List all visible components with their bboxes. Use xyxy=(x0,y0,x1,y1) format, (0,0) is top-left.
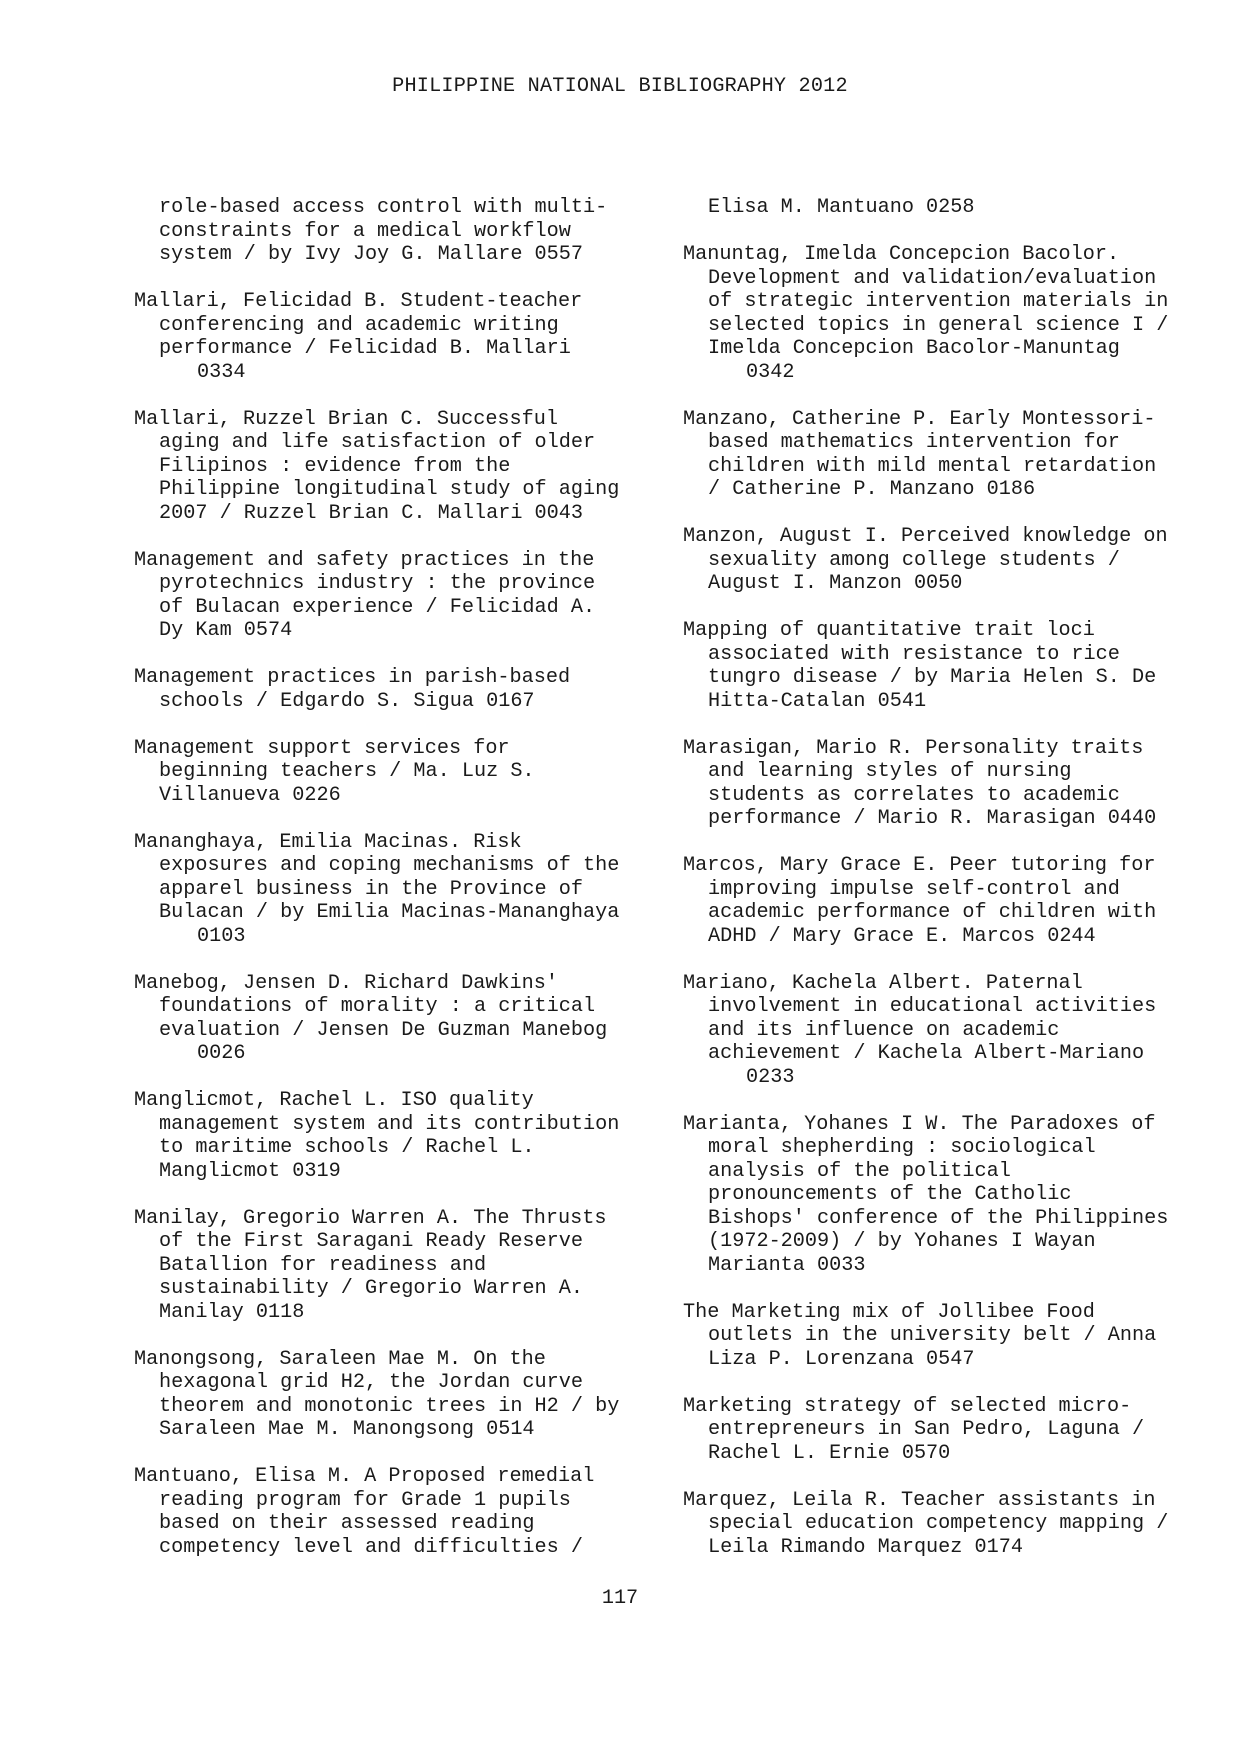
bibliography-entry xyxy=(683,854,1203,948)
entry-line: Development and validation/evaluation xyxy=(708,266,1157,290)
entry-line: foundations of morality : a critical xyxy=(159,995,596,1018)
entry-line: Rachel L. Ernie 0570 xyxy=(708,1441,951,1465)
bibliography-entry xyxy=(134,290,654,384)
bibliography-entry xyxy=(134,549,654,643)
entry-line: analysis of the political xyxy=(708,1159,1011,1183)
entry-line: Hitta-Catalan 0541 xyxy=(708,689,927,713)
entry-line: Liza P. Lorenzana 0547 xyxy=(708,1347,975,1371)
entry-line: Filipinos : evidence from the xyxy=(159,454,511,478)
entry-line: The Marketing mix of Jollibee Food xyxy=(683,1300,1095,1324)
bibliography-entry xyxy=(683,408,1203,502)
entry-line: role-based access control with multi- xyxy=(159,196,608,219)
entry-line: improving impulse self-control and xyxy=(708,877,1120,901)
bibliography-entry-continued xyxy=(683,196,1203,220)
entry-line: Manglicmot, Rachel L. ISO quality xyxy=(134,1089,534,1112)
bibliography-entry xyxy=(683,1489,1203,1560)
entry-line: and learning styles of nursing xyxy=(708,760,1072,783)
entry-line: beginning teachers / Ma. Luz S. xyxy=(159,760,535,783)
entry-line: Marquez, Leila R. Teacher assistants in xyxy=(683,1488,1156,1512)
bibliography-entry xyxy=(683,972,1203,1090)
entry-line: 0026 xyxy=(197,1042,246,1065)
bibliography-entry xyxy=(134,1348,654,1442)
entry-line: of Bulacan experience / Felicidad A. xyxy=(159,595,596,619)
entry-line: of the First Saragani Ready Reserve xyxy=(159,1230,584,1253)
entry-line: Marcos, Mary Grace E. Peer tutoring for xyxy=(683,854,1156,877)
entry-line: pyrotechnics industry : the province xyxy=(159,572,596,595)
entry-line: Mananghaya, Emilia Macinas. Risk xyxy=(134,830,522,854)
bibliography-entry xyxy=(683,525,1203,596)
entry-line: academic performance of children with xyxy=(708,901,1157,924)
entry-line: Dy Kam 0574 xyxy=(159,619,293,642)
entry-line: system / by Ivy Joy G. Mallare 0557 xyxy=(159,243,584,266)
entry-line: 0233 xyxy=(746,1065,795,1089)
bibliography-entry xyxy=(683,619,1203,713)
entry-line: evaluation / Jensen De Guzman Manebog xyxy=(159,1018,608,1042)
right-column xyxy=(683,196,1203,1583)
page-number: 117 xyxy=(601,1587,639,1610)
entry-line: Manilay 0118 xyxy=(159,1300,305,1324)
entry-line: Management support services for xyxy=(134,736,510,760)
entry-line: competency level and difficulties / xyxy=(159,1535,584,1559)
entry-line: Saraleen Mae M. Manongsong 0514 xyxy=(159,1418,535,1441)
bibliography-entry xyxy=(683,1113,1203,1278)
entry-line: tungro disease / by Maria Helen S. De xyxy=(708,666,1157,689)
entry-line: to maritime schools / Rachel L. xyxy=(159,1136,535,1159)
entry-line: 0334 xyxy=(197,360,246,384)
entry-line: Manglicmot 0319 xyxy=(159,1159,341,1183)
entry-line: entrepreneurs in San Pedro, Laguna / xyxy=(708,1418,1145,1441)
bibliography-entry xyxy=(683,737,1203,831)
left-column xyxy=(134,196,654,1583)
entry-line: August I. Manzon 0050 xyxy=(708,572,963,595)
entry-line: special education competency mapping / xyxy=(708,1512,1169,1535)
bibliography-entry xyxy=(683,1395,1203,1466)
entry-line: Mallari, Felicidad B. Student-teacher xyxy=(134,290,583,313)
entry-line: hexagonal grid H2, the Jordan curve xyxy=(159,1371,584,1394)
entry-line: reading program for Grade 1 pupils xyxy=(159,1488,571,1512)
entry-line: management system and its contribution xyxy=(159,1112,620,1136)
entry-line: Marketing strategy of selected micro- xyxy=(683,1394,1132,1418)
entry-line: children with mild mental retardation xyxy=(708,454,1157,478)
entry-line: Marianta, Yohanes I W. The Paradoxes of xyxy=(683,1112,1156,1136)
bibliography-entry xyxy=(134,1089,654,1183)
bibliography-entry xyxy=(134,1207,654,1325)
entry-line: Mantuano, Elisa M. A Proposed remedial xyxy=(134,1465,595,1488)
entry-line: based on their assessed reading xyxy=(159,1512,535,1535)
entry-line: Villanueva 0226 xyxy=(159,783,341,807)
entry-line: Manongsong, Saraleen Mae M. On the xyxy=(134,1347,546,1371)
entry-line: ADHD / Mary Grace E. Marcos 0244 xyxy=(708,924,1096,948)
entry-line: performance / Felicidad B. Mallari xyxy=(159,337,571,360)
entry-line: performance / Mario R. Marasigan 0440 xyxy=(708,807,1157,830)
entry-line: selected topics in general science I / xyxy=(708,313,1169,337)
entry-line: Bulacan / by Emilia Macinas-Mananghaya xyxy=(159,901,620,924)
entry-line: Manzon, August I. Perceived knowledge on xyxy=(683,525,1168,548)
entry-line: moral shepherding : sociological xyxy=(708,1136,1096,1159)
bibliography-entry xyxy=(683,243,1203,384)
entry-line: Management and safety practices in the xyxy=(134,548,595,572)
entry-line: Manebog, Jensen D. Richard Dawkins' xyxy=(134,971,559,995)
entry-line: theorem and monotonic trees in H2 / by xyxy=(159,1394,620,1418)
entry-line: Leila Rimando Marquez 0174 xyxy=(708,1535,1023,1559)
entry-line: sexuality among college students / xyxy=(708,548,1120,572)
entry-line: Marianta 0033 xyxy=(708,1253,866,1277)
entry-line: Management practices in parish-based xyxy=(134,666,571,689)
entry-line: 0103 xyxy=(197,924,246,948)
running-header: PHILIPPINE NATIONAL BIBLIOGRAPHY 2012 xyxy=(392,75,848,98)
entry-line: students as correlates to academic xyxy=(708,783,1120,807)
entry-line: schools / Edgardo S. Sigua 0167 xyxy=(159,689,535,713)
entry-line: associated with resistance to rice xyxy=(708,642,1120,666)
entry-line: and its influence on academic xyxy=(708,1018,1060,1042)
entry-line: exposures and coping mechanisms of the xyxy=(159,854,620,877)
entry-line: aging and life satisfaction of older xyxy=(159,431,596,454)
entry-line: Marasigan, Mario R. Personality traits xyxy=(683,736,1144,760)
entry-line: Mapping of quantitative trait loci xyxy=(683,619,1095,642)
bibliography-entry-continued xyxy=(134,196,654,267)
entry-line: Bishops' conference of the Philippines xyxy=(708,1206,1169,1230)
entry-line: 2007 / Ruzzel Brian C. Mallari 0043 xyxy=(159,501,584,525)
entry-line: Mallari, Ruzzel Brian C. Successful xyxy=(134,407,559,431)
entry-line: Batallion for readiness and xyxy=(159,1253,487,1277)
bibliography-entry xyxy=(134,666,654,713)
entry-line: Imelda Concepcion Bacolor-Manuntag xyxy=(708,337,1120,360)
entry-line: Manilay, Gregorio Warren A. The Thrusts xyxy=(134,1206,607,1230)
bibliography-entry xyxy=(134,831,654,949)
entry-line: / Catherine P. Manzano 0186 xyxy=(708,478,1036,501)
entry-line: achievement / Kachela Albert-Mariano xyxy=(708,1042,1145,1065)
bibliography-entry xyxy=(134,408,654,526)
entry-line: outlets in the university belt / Anna xyxy=(708,1324,1157,1347)
entry-line: Philippine longitudinal study of aging xyxy=(159,478,620,501)
entry-line: Manuntag, Imelda Concepcion Bacolor. xyxy=(683,243,1120,266)
entry-line: apparel business in the Province of xyxy=(159,877,584,901)
entry-line: (1972-2009) / by Yohanes I Wayan xyxy=(708,1230,1096,1253)
bibliography-entry xyxy=(134,737,654,808)
entry-line: of strategic intervention materials in xyxy=(708,290,1169,313)
entry-line: conferencing and academic writing xyxy=(159,313,559,337)
entry-line: sustainability / Gregorio Warren A. xyxy=(159,1277,584,1300)
entry-line: Manzano, Catherine P. Early Montessori- xyxy=(683,407,1156,431)
entry-line: constraints for a medical workflow xyxy=(159,219,571,243)
entry-line: involvement in educational activities xyxy=(708,995,1157,1018)
entry-line: Elisa M. Mantuano 0258 xyxy=(708,196,975,219)
entry-line: 0342 xyxy=(746,360,795,384)
bibliography-entry xyxy=(683,1301,1203,1372)
bibliography-entry xyxy=(134,1465,654,1559)
bibliography-entry xyxy=(134,972,654,1066)
entry-line: based mathematics intervention for xyxy=(708,431,1120,454)
entry-line: Mariano, Kachela Albert. Paternal xyxy=(683,971,1083,995)
entry-line: pronouncements of the Catholic xyxy=(708,1183,1072,1206)
